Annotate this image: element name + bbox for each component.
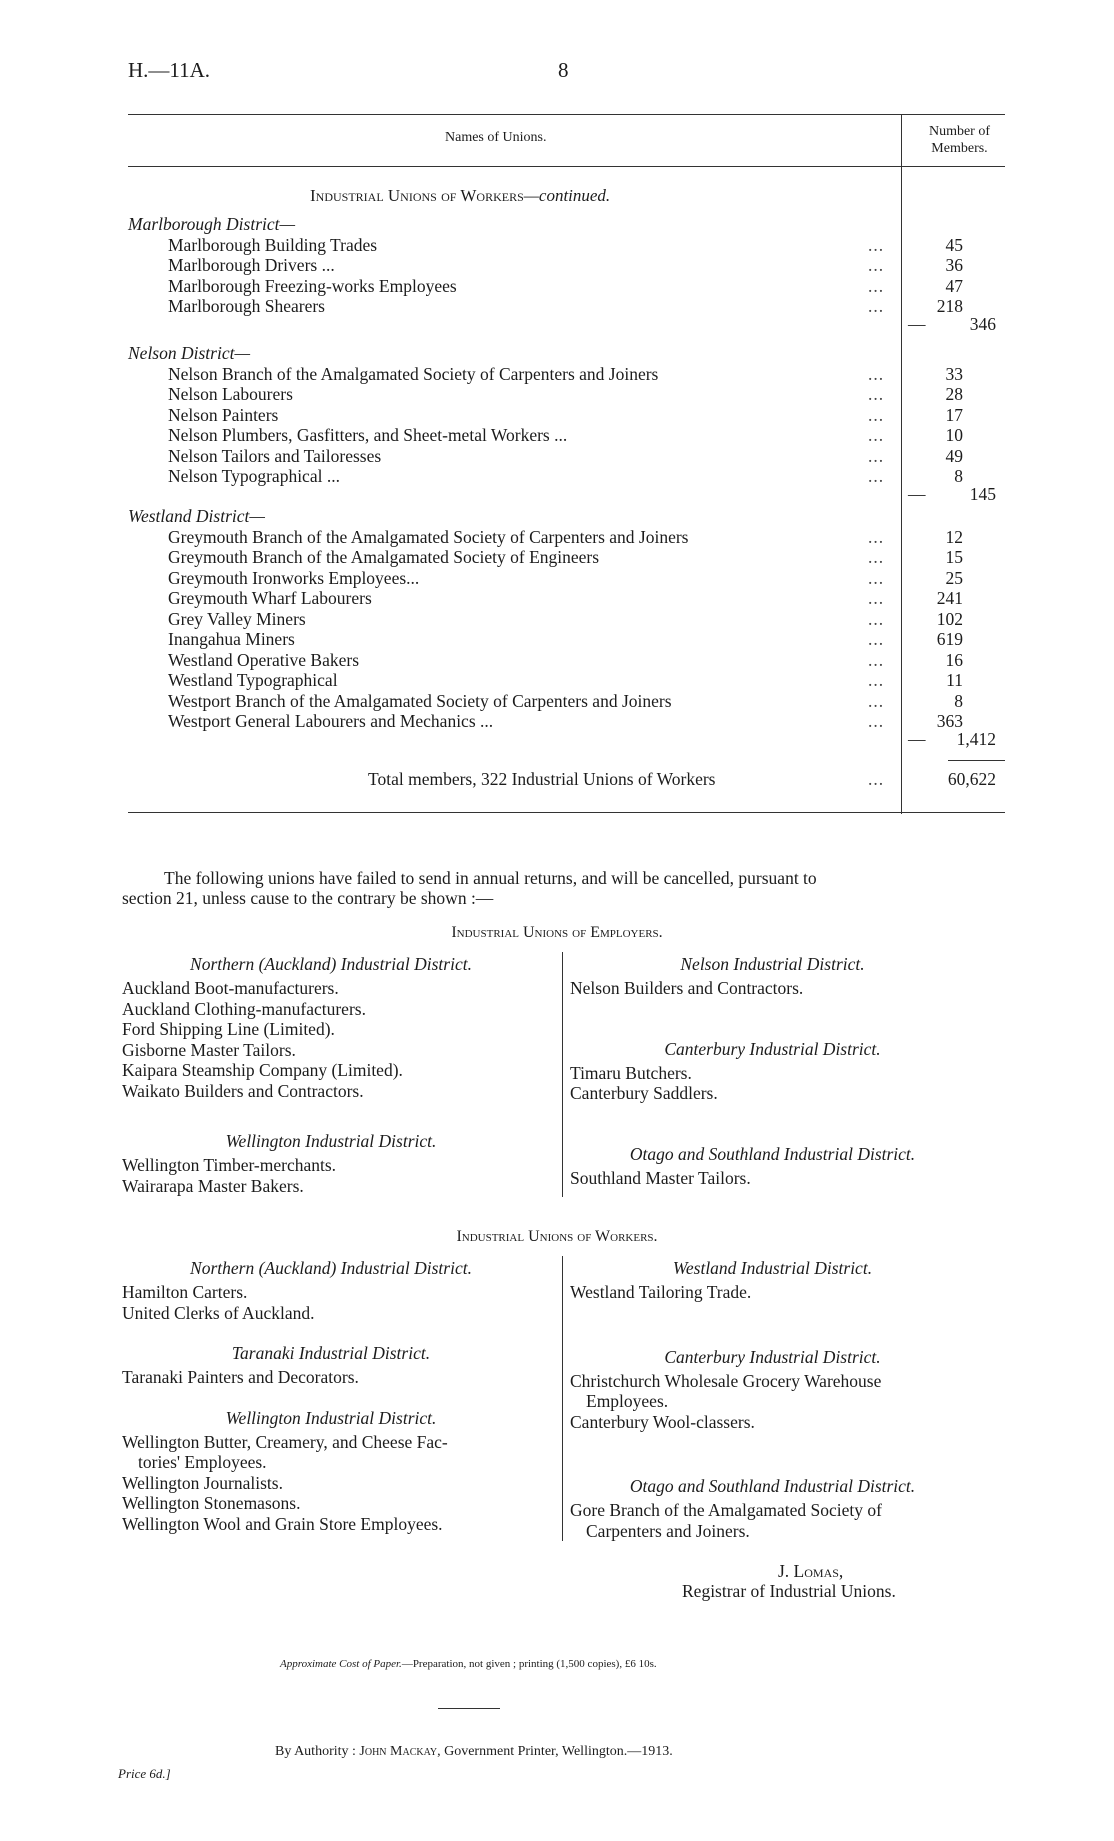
total-row	[0, 769, 1114, 789]
list-item: Wairarapa Master Bakers.	[122, 1175, 304, 1196]
union-name: Marlborough Building Trades	[168, 234, 378, 255]
table-row	[0, 405, 1114, 425]
list-item: Wellington Wool and Grain Store Employees.	[122, 1513, 443, 1534]
district-heading: Westland Industrial District.	[672, 1258, 873, 1278]
table-bottom-rule	[128, 812, 1005, 813]
list-item: Southland Master Tailors.	[570, 1167, 751, 1188]
list-item: Timaru Butchers.	[570, 1062, 692, 1083]
district-heading: Wellington Industrial District.	[225, 1131, 437, 1151]
workers-title: Industrial Unions of Workers.	[456, 1228, 658, 1245]
union-name: Nelson Painters	[168, 404, 279, 425]
table-row	[0, 384, 1114, 404]
district-heading: Northern (Auckland) Industrial District.	[190, 1258, 472, 1278]
list-item: Christchurch Wholesale Grocery Warehouse	[570, 1370, 882, 1391]
leader-dots: ...	[868, 547, 885, 567]
member-count: 619	[936, 629, 963, 649]
list-item: United Clerks of Auckland.	[122, 1302, 315, 1323]
member-count: 47	[945, 275, 963, 296]
subtotal-dash: —	[908, 314, 926, 334]
union-name: Greymouth Branch of the Amalgamated Society of Carpenters and Joiners	[168, 526, 689, 547]
leader-dots: ...	[868, 255, 885, 275]
district-heading: Taranaki Industrial District.	[231, 1343, 431, 1363]
union-name: Westport General Labourers and Mechanics ...	[168, 711, 494, 731]
leader-dots: ...	[868, 649, 885, 670]
list-item: Employees.	[586, 1391, 669, 1411]
table-row	[0, 691, 1114, 711]
table-row	[0, 364, 1114, 384]
signature-name-text: J. Lomas,	[778, 1561, 844, 1581]
list-item: Wellington Timber-merchants.	[122, 1155, 337, 1175]
union-name: Westland Operative Bakers	[168, 649, 360, 670]
union-name: Nelson Labourers	[168, 384, 293, 404]
table-row	[0, 650, 1114, 670]
district-name: Nelson District—	[128, 343, 251, 363]
district-heading: Canterbury Industrial District.	[664, 1038, 881, 1059]
union-name: Nelson Tailors and Tailoresses	[168, 445, 382, 466]
table-row	[0, 446, 1114, 466]
leader-dots: ...	[868, 690, 885, 711]
list-item: Hamilton Carters.	[122, 1282, 248, 1302]
cost-note-text: —Preparation, not given ; printing (1,500 copies), £6 10s.	[401, 1658, 657, 1670]
section-title	[310, 186, 610, 206]
signature-title: Registrar of Industrial Unions.	[682, 1581, 896, 1601]
leader-dots: ...	[868, 670, 885, 690]
table-row	[0, 609, 1114, 629]
table-row	[0, 296, 1114, 316]
member-count: 15	[945, 547, 963, 567]
imprint-printer: John Mackay,	[359, 1744, 441, 1759]
notice-line-2: section 21, unless cause to the contrary be shown :—	[122, 888, 494, 908]
table-top-rule	[128, 114, 1005, 115]
signature-name	[778, 1561, 843, 1581]
member-count: 241	[936, 588, 963, 608]
cost-note	[280, 1658, 657, 1670]
member-count: 33	[945, 363, 963, 384]
column-header-members-1: Number of	[928, 124, 991, 139]
column-header-members-2: Members.	[931, 141, 988, 156]
table-row	[0, 670, 1114, 690]
cost-note-label: Approximate Cost of Paper.	[280, 1658, 402, 1670]
imprint	[275, 1744, 673, 1760]
member-count: 12	[945, 526, 963, 547]
member-count: 25	[945, 567, 963, 588]
union-name: Marlborough Shearers	[168, 296, 325, 316]
union-name: Greymouth Branch of the Amalgamated Society of Engineers	[168, 547, 600, 567]
member-count: 11	[946, 670, 963, 690]
leader-dots: ...	[868, 466, 885, 486]
leader-dots: ...	[868, 445, 885, 466]
union-name: Nelson Plumbers, Gasfitters, and Sheet-metal Workers ...	[168, 425, 568, 445]
subtotal-dash: —	[908, 729, 926, 749]
union-name: Westport Branch of the Amalgamated Society of Carpenters and Joiners	[168, 690, 672, 711]
district-subtotal: 1,412	[956, 729, 996, 749]
leader-dots: ...	[868, 425, 885, 445]
price: Price 6d.]	[118, 1766, 171, 1781]
notice-line-1: The following unions have failed to send in annual returns, and will be cancelled, pursuant to	[164, 868, 817, 888]
union-name: Marlborough Drivers ...	[168, 255, 335, 275]
list-item: Kaipara Steamship Company (Limited).	[122, 1060, 403, 1080]
list-item: Ford Shipping Line (Limited).	[122, 1019, 335, 1039]
page-number: 8	[558, 58, 569, 82]
imprint-rest: Government Printer, Wellington.—1913.	[444, 1744, 673, 1759]
list-item: Wellington Journalists.	[122, 1472, 283, 1493]
section-title-continued: —continued.	[523, 186, 611, 205]
leader-dots: ...	[868, 275, 885, 296]
list-item: Waikato Builders and Contractors.	[122, 1080, 364, 1101]
total-label: Total members, 322 Industrial Unions of Workers	[368, 769, 716, 789]
district-subtotal-row	[0, 729, 1114, 749]
district-subtotal: 145	[969, 484, 996, 504]
member-count: 49	[945, 445, 963, 466]
union-name: Inangahua Miners	[168, 629, 295, 649]
table-row	[0, 711, 1114, 731]
district-heading	[0, 506, 1114, 526]
district-subtotal-row	[0, 314, 1114, 334]
district-name: Westland District—	[128, 506, 265, 526]
leader-dots: ...	[868, 363, 885, 384]
document-code: H.—11A.	[128, 58, 211, 82]
table-row	[0, 235, 1114, 255]
member-count: 28	[945, 384, 963, 404]
member-count: 36	[945, 255, 963, 275]
district-heading: Nelson Industrial District.	[680, 954, 865, 974]
list-item: Canterbury Wool-classers.	[570, 1411, 755, 1432]
member-count: 45	[945, 234, 963, 255]
leader-dots: ...	[868, 629, 885, 649]
list-item: Carpenters and Joiners.	[586, 1520, 750, 1541]
union-name: Nelson Branch of the Amalgamated Society of Carpenters and Joiners	[168, 363, 659, 384]
district-heading: Otago and Southland Industrial District.	[629, 1476, 916, 1496]
leader-dots: ...	[868, 588, 885, 608]
workers-column-divider	[562, 1256, 563, 1541]
table-row	[0, 425, 1114, 445]
table-row	[0, 547, 1114, 567]
union-name: Nelson Typographical ...	[168, 466, 340, 486]
member-count: 363	[936, 711, 963, 731]
list-item: Taranaki Painters and Decorators.	[122, 1367, 359, 1387]
total-value: 60,622	[947, 769, 996, 789]
district-heading: Wellington Industrial District.	[225, 1407, 437, 1428]
union-name: Grey Valley Miners	[168, 608, 306, 629]
table-row	[0, 588, 1114, 608]
district-heading: Otago and Southland Industrial District.	[629, 1143, 916, 1164]
list-item: Gore Branch of the Amalgamated Society of	[570, 1500, 882, 1520]
imprint-by: By Authority :	[275, 1744, 356, 1759]
district-heading: Northern (Auckland) Industrial District.	[190, 954, 472, 974]
leader-dots: ...	[868, 711, 885, 731]
leader-dots: ...	[868, 608, 885, 629]
table-header-rule	[128, 166, 1005, 167]
district-heading	[0, 343, 1114, 363]
member-count: 10	[945, 425, 963, 445]
leader-dots: ...	[868, 404, 885, 425]
district-heading	[0, 214, 1114, 234]
union-name: Greymouth Wharf Labourers	[168, 588, 372, 608]
member-count: 17	[945, 404, 963, 425]
subtotal-dash: —	[908, 484, 926, 504]
member-count: 8	[954, 466, 963, 486]
total-leader-dots: ...	[868, 769, 885, 789]
table-row	[0, 466, 1114, 486]
list-item: Wellington Stonemasons.	[122, 1493, 301, 1513]
member-count: 102	[936, 608, 963, 629]
union-name: Greymouth Ironworks Employees...	[168, 567, 420, 588]
member-count: 8	[954, 690, 963, 711]
list-item: Gisborne Master Tailors.	[122, 1039, 296, 1060]
leader-dots: ...	[868, 384, 885, 404]
member-count: 218	[936, 296, 963, 316]
list-item: Westland Tailoring Trade.	[570, 1282, 752, 1302]
district-subtotal: 346	[969, 314, 996, 334]
leader-dots: ...	[868, 234, 885, 255]
list-item: Auckland Clothing-manufacturers.	[122, 998, 366, 1019]
district-heading: Canterbury Industrial District.	[664, 1346, 881, 1367]
union-name: Marlborough Freezing-works Employees	[168, 275, 457, 296]
list-item: Canterbury Saddlers.	[570, 1083, 718, 1103]
employers-title: Industrial Unions of Employers.	[451, 924, 663, 941]
leader-dots: ...	[868, 567, 885, 588]
list-item: Auckland Boot-manufacturers.	[122, 978, 339, 998]
district-name: Marlborough District—	[128, 214, 296, 234]
section-title-main: Industrial Unions of Workers	[310, 186, 524, 205]
total-rule	[948, 760, 1005, 761]
union-name: Westland Typographical	[168, 670, 338, 690]
member-count: 16	[945, 649, 963, 670]
leader-dots: ...	[868, 526, 885, 547]
employers-column-divider	[562, 952, 563, 1197]
list-item: tories' Employees.	[138, 1452, 267, 1472]
list-item: Nelson Builders and Contractors.	[570, 978, 804, 998]
leader-dots: ...	[868, 296, 885, 316]
table-row	[0, 629, 1114, 649]
district-subtotal-row	[0, 484, 1114, 504]
table-row	[0, 568, 1114, 588]
table-row	[0, 255, 1114, 275]
column-header-names: Names of Unions.	[445, 130, 547, 145]
table-row	[0, 527, 1114, 547]
list-item: Wellington Butter, Creamery, and Cheese Fac-	[122, 1431, 448, 1452]
table-row	[0, 276, 1114, 296]
short-rule	[438, 1708, 500, 1709]
